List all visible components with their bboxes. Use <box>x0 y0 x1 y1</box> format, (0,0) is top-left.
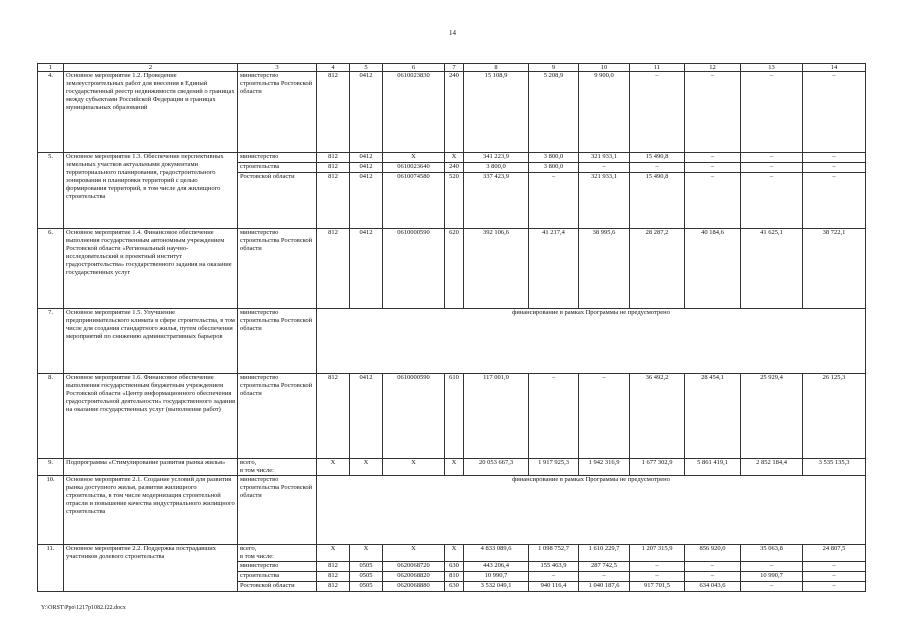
value-cell: – <box>803 72 866 153</box>
row-number: 11. <box>38 545 64 592</box>
value-cell: – <box>630 572 685 582</box>
value-cell: 287 742,5 <box>579 562 630 572</box>
value-cell: 15 490,8 <box>630 173 685 229</box>
value-cell: 1 917 925,3 <box>529 459 579 476</box>
value-cell: – <box>741 153 803 163</box>
value-cell: X <box>383 459 445 476</box>
value-cell: 0610023830 <box>383 72 445 153</box>
value-cell: X <box>445 153 464 163</box>
value-cell: 28 287,2 <box>630 229 685 309</box>
value-cell: 1 610 229,7 <box>579 545 630 562</box>
value-cell: 630 <box>445 582 464 592</box>
row-number: 9. <box>38 459 64 476</box>
executor: всего, в том числе: <box>238 545 317 562</box>
value-cell: 0505 <box>350 562 383 572</box>
executor: министерство <box>238 153 317 163</box>
value-cell: – <box>803 562 866 572</box>
table-row <box>38 374 866 459</box>
value-cell: 1 098 752,7 <box>529 545 579 562</box>
row-number: 7. <box>38 309 64 374</box>
value-cell: 1 207 315,9 <box>630 545 685 562</box>
executor: строительства <box>238 572 317 582</box>
row-number: 5. <box>38 153 64 229</box>
table-row <box>38 476 866 545</box>
row-number: 6. <box>38 229 64 309</box>
value-cell: – <box>741 173 803 229</box>
table-row <box>38 309 866 374</box>
value-cell: 812 <box>317 582 350 592</box>
measure-name: Основное мероприятие 1.4. Финансовое обеспечение выполнения государственным автономным учреждением Ростовской области «Региональный научно-исследовательский и проектный институт градостроительства» государственного задания на оказание государственных услуг <box>64 229 238 309</box>
column-number: 3 <box>238 64 317 72</box>
value-cell: – <box>685 173 741 229</box>
column-number: 7 <box>445 64 464 72</box>
value-cell: – <box>630 163 685 173</box>
value-cell: 3 535 135,3 <box>803 459 866 476</box>
value-cell: 28 454,1 <box>685 374 741 459</box>
value-cell: 1 942 316,9 <box>579 459 630 476</box>
table-row <box>38 459 866 476</box>
value-cell: 38 722,1 <box>803 229 866 309</box>
value-cell: X <box>350 545 383 562</box>
value-cell: 3 800,0 <box>464 163 529 173</box>
value-cell: – <box>803 153 866 163</box>
value-cell: – <box>685 562 741 572</box>
value-cell: 25 929,4 <box>741 374 803 459</box>
value-cell: 341 223,9 <box>464 153 529 163</box>
value-cell: 0620068720 <box>383 562 445 572</box>
value-cell: – <box>579 572 630 582</box>
value-cell: 10 990,7 <box>464 572 529 582</box>
value-cell: 337 423,9 <box>464 173 529 229</box>
value-cell: – <box>741 72 803 153</box>
value-cell: 1 040 187,6 <box>579 582 630 592</box>
executor: министерство строительства Ростовской области <box>238 476 317 545</box>
value-cell: 155 463,9 <box>529 562 579 572</box>
value-cell: 812 <box>317 173 350 229</box>
value-cell: 41 625,1 <box>741 229 803 309</box>
value-cell: – <box>529 173 579 229</box>
value-cell: – <box>529 374 579 459</box>
value-cell: – <box>579 374 630 459</box>
value-cell: 38 995,6 <box>579 229 630 309</box>
value-cell: 443 206,4 <box>464 562 529 572</box>
table-row <box>38 229 866 309</box>
row-number: 10. <box>38 476 64 545</box>
value-cell: 321 933,1 <box>579 153 630 163</box>
value-cell: 10 990,7 <box>741 572 803 582</box>
value-cell: 0412 <box>350 374 383 459</box>
executor: Ростовской области <box>238 582 317 592</box>
value-cell: 610 <box>445 374 464 459</box>
value-cell: 0412 <box>350 72 383 153</box>
value-cell: 240 <box>445 163 464 173</box>
column-number-row <box>38 64 866 72</box>
value-cell: 3 532 049,1 <box>464 582 529 592</box>
value-cell: 630 <box>445 562 464 572</box>
table-row <box>38 545 866 562</box>
value-cell: 856 920,0 <box>685 545 741 562</box>
value-cell: 3 800,0 <box>529 153 579 163</box>
executor: Ростовской области <box>238 173 317 229</box>
executor: министерство строительства Ростовской области <box>238 72 317 153</box>
value-cell: 0412 <box>350 153 383 163</box>
value-cell: 9 900,0 <box>579 72 630 153</box>
value-cell: 812 <box>317 72 350 153</box>
measure-name: Основное мероприятие 1.3. Обеспечение перспективных земельных участков актуальными документами территориального планирования, градостроительного зонирования и планировки территорий с целью формирования территорий, в том числе для жилищного строительства <box>64 153 238 229</box>
row-number: 8. <box>38 374 64 459</box>
value-cell: X <box>350 459 383 476</box>
value-cell: 41 217,4 <box>529 229 579 309</box>
column-number: 10 <box>579 64 630 72</box>
row-number: 4. <box>38 72 64 153</box>
value-cell: – <box>803 173 866 229</box>
value-cell: – <box>630 72 685 153</box>
value-cell: 20 053 667,3 <box>464 459 529 476</box>
page-number: 14 <box>449 29 456 37</box>
value-cell: 812 <box>317 153 350 163</box>
value-cell: 26 125,3 <box>803 374 866 459</box>
value-cell: 240 <box>445 72 464 153</box>
value-cell: 0610023640 <box>383 163 445 173</box>
value-cell: 0412 <box>350 173 383 229</box>
value-cell: 0610000590 <box>383 229 445 309</box>
column-number: 14 <box>803 64 866 72</box>
value-cell: 5 861 419,1 <box>685 459 741 476</box>
value-cell: – <box>685 163 741 173</box>
value-cell: 812 <box>317 572 350 582</box>
value-cell: 2 852 184,4 <box>741 459 803 476</box>
column-number: 4 <box>317 64 350 72</box>
value-cell: – <box>685 72 741 153</box>
measure-name: Основное мероприятие 1.6. Финансовое обеспечение выполнения государственным бюджетным учреждением Ростовской области «Центр информационного обеспечения градостроительной деятельности» государственного задания на оказание государственных услуг (выполнение работ) <box>64 374 238 459</box>
value-cell: 36 492,2 <box>630 374 685 459</box>
column-number: 11 <box>630 64 685 72</box>
executor: всего, в том числе: <box>238 459 317 476</box>
measure-name: Основное мероприятие 2.2. Поддержка пострадавших участников долевого строительства <box>64 545 238 592</box>
file-path-footer: Y:\ORST\Ppo\1217p1082.f22.docx <box>41 605 126 611</box>
value-cell: 15 490,8 <box>630 153 685 163</box>
financing-note: финансирование в рамках Программы не предусмотрено <box>317 309 866 374</box>
value-cell: 0412 <box>350 163 383 173</box>
column-number: 12 <box>685 64 741 72</box>
value-cell: 0505 <box>350 582 383 592</box>
executor: министерство строительства Ростовской области <box>238 374 317 459</box>
financing-note: финансирование в рамках Программы не предусмотрено <box>317 476 866 545</box>
executor: министерство строительства Ростовской области <box>238 309 317 374</box>
value-cell: 392 106,6 <box>464 229 529 309</box>
value-cell: – <box>529 572 579 582</box>
value-cell: 520 <box>445 173 464 229</box>
value-cell: 620 <box>445 229 464 309</box>
executor: строительства <box>238 163 317 173</box>
value-cell: 117 001,0 <box>464 374 529 459</box>
value-cell: X <box>317 459 350 476</box>
column-number: 1 <box>38 64 64 72</box>
value-cell: – <box>741 163 803 173</box>
executor: министерство <box>238 562 317 572</box>
measure-name: Подпрограмма «Стимулирование развития рынка жилья» <box>64 459 238 476</box>
measure-name: Основное мероприятие 2.1. Создание условий для развития рынка доступного жилья, развития жилищного строительства, в том числе модернизация строительной отрасли и повышение качества индустриального жилищного строительства <box>64 476 238 545</box>
value-cell: 321 933,1 <box>579 173 630 229</box>
value-cell: X <box>317 545 350 562</box>
value-cell: 0620068820 <box>383 572 445 582</box>
value-cell: 35 063,8 <box>741 545 803 562</box>
value-cell: – <box>803 582 866 592</box>
value-cell: 3 800,0 <box>529 163 579 173</box>
value-cell: 4 833 089,6 <box>464 545 529 562</box>
value-cell: 940 116,4 <box>529 582 579 592</box>
program-table <box>37 63 866 592</box>
value-cell: 634 043,6 <box>685 582 741 592</box>
value-cell: – <box>741 562 803 572</box>
measure-name: Основное мероприятие 1.5. Улучшение предпринимательского климата в сфере строительства, в том числе для создания стандартного жилья, путем обеспечения мероприятий по снижению административных барьеров <box>64 309 238 374</box>
value-cell: 0412 <box>350 229 383 309</box>
value-cell: 812 <box>317 163 350 173</box>
column-number: 5 <box>350 64 383 72</box>
table-row <box>38 153 866 163</box>
column-number: 9 <box>529 64 579 72</box>
value-cell: 24 807,5 <box>803 545 866 562</box>
column-number: 8 <box>464 64 529 72</box>
value-cell: 15 108,9 <box>464 72 529 153</box>
value-cell: X <box>445 545 464 562</box>
value-cell: – <box>803 163 866 173</box>
column-number: 6 <box>383 64 445 72</box>
value-cell: 0610074580 <box>383 173 445 229</box>
value-cell: – <box>741 582 803 592</box>
value-cell: X <box>383 153 445 163</box>
value-cell: – <box>685 153 741 163</box>
value-cell: – <box>630 562 685 572</box>
value-cell: 0620068880 <box>383 582 445 592</box>
value-cell: 812 <box>317 562 350 572</box>
value-cell: 1 677 302,9 <box>630 459 685 476</box>
value-cell: – <box>579 163 630 173</box>
value-cell: X <box>383 545 445 562</box>
value-cell: 40 184,6 <box>685 229 741 309</box>
column-number: 13 <box>741 64 803 72</box>
value-cell: – <box>803 572 866 582</box>
value-cell: 0505 <box>350 572 383 582</box>
value-cell: 812 <box>317 229 350 309</box>
value-cell: 812 <box>317 374 350 459</box>
value-cell: 917 701,5 <box>630 582 685 592</box>
measure-name: Основное мероприятие 1.2. Проведение землеустроительных работ для внесения в Единый государственный реестр недвижимости сведений о границах между субъектами Российской Федерации и границах муниципальных образований <box>64 72 238 153</box>
column-number: 2 <box>64 64 238 72</box>
value-cell: X <box>445 459 464 476</box>
value-cell: 810 <box>445 572 464 582</box>
value-cell: 5 208,9 <box>529 72 579 153</box>
value-cell: – <box>685 572 741 582</box>
executor: министерство строительства Ростовской области <box>238 229 317 309</box>
value-cell: 0610000590 <box>383 374 445 459</box>
table-row <box>38 72 866 153</box>
